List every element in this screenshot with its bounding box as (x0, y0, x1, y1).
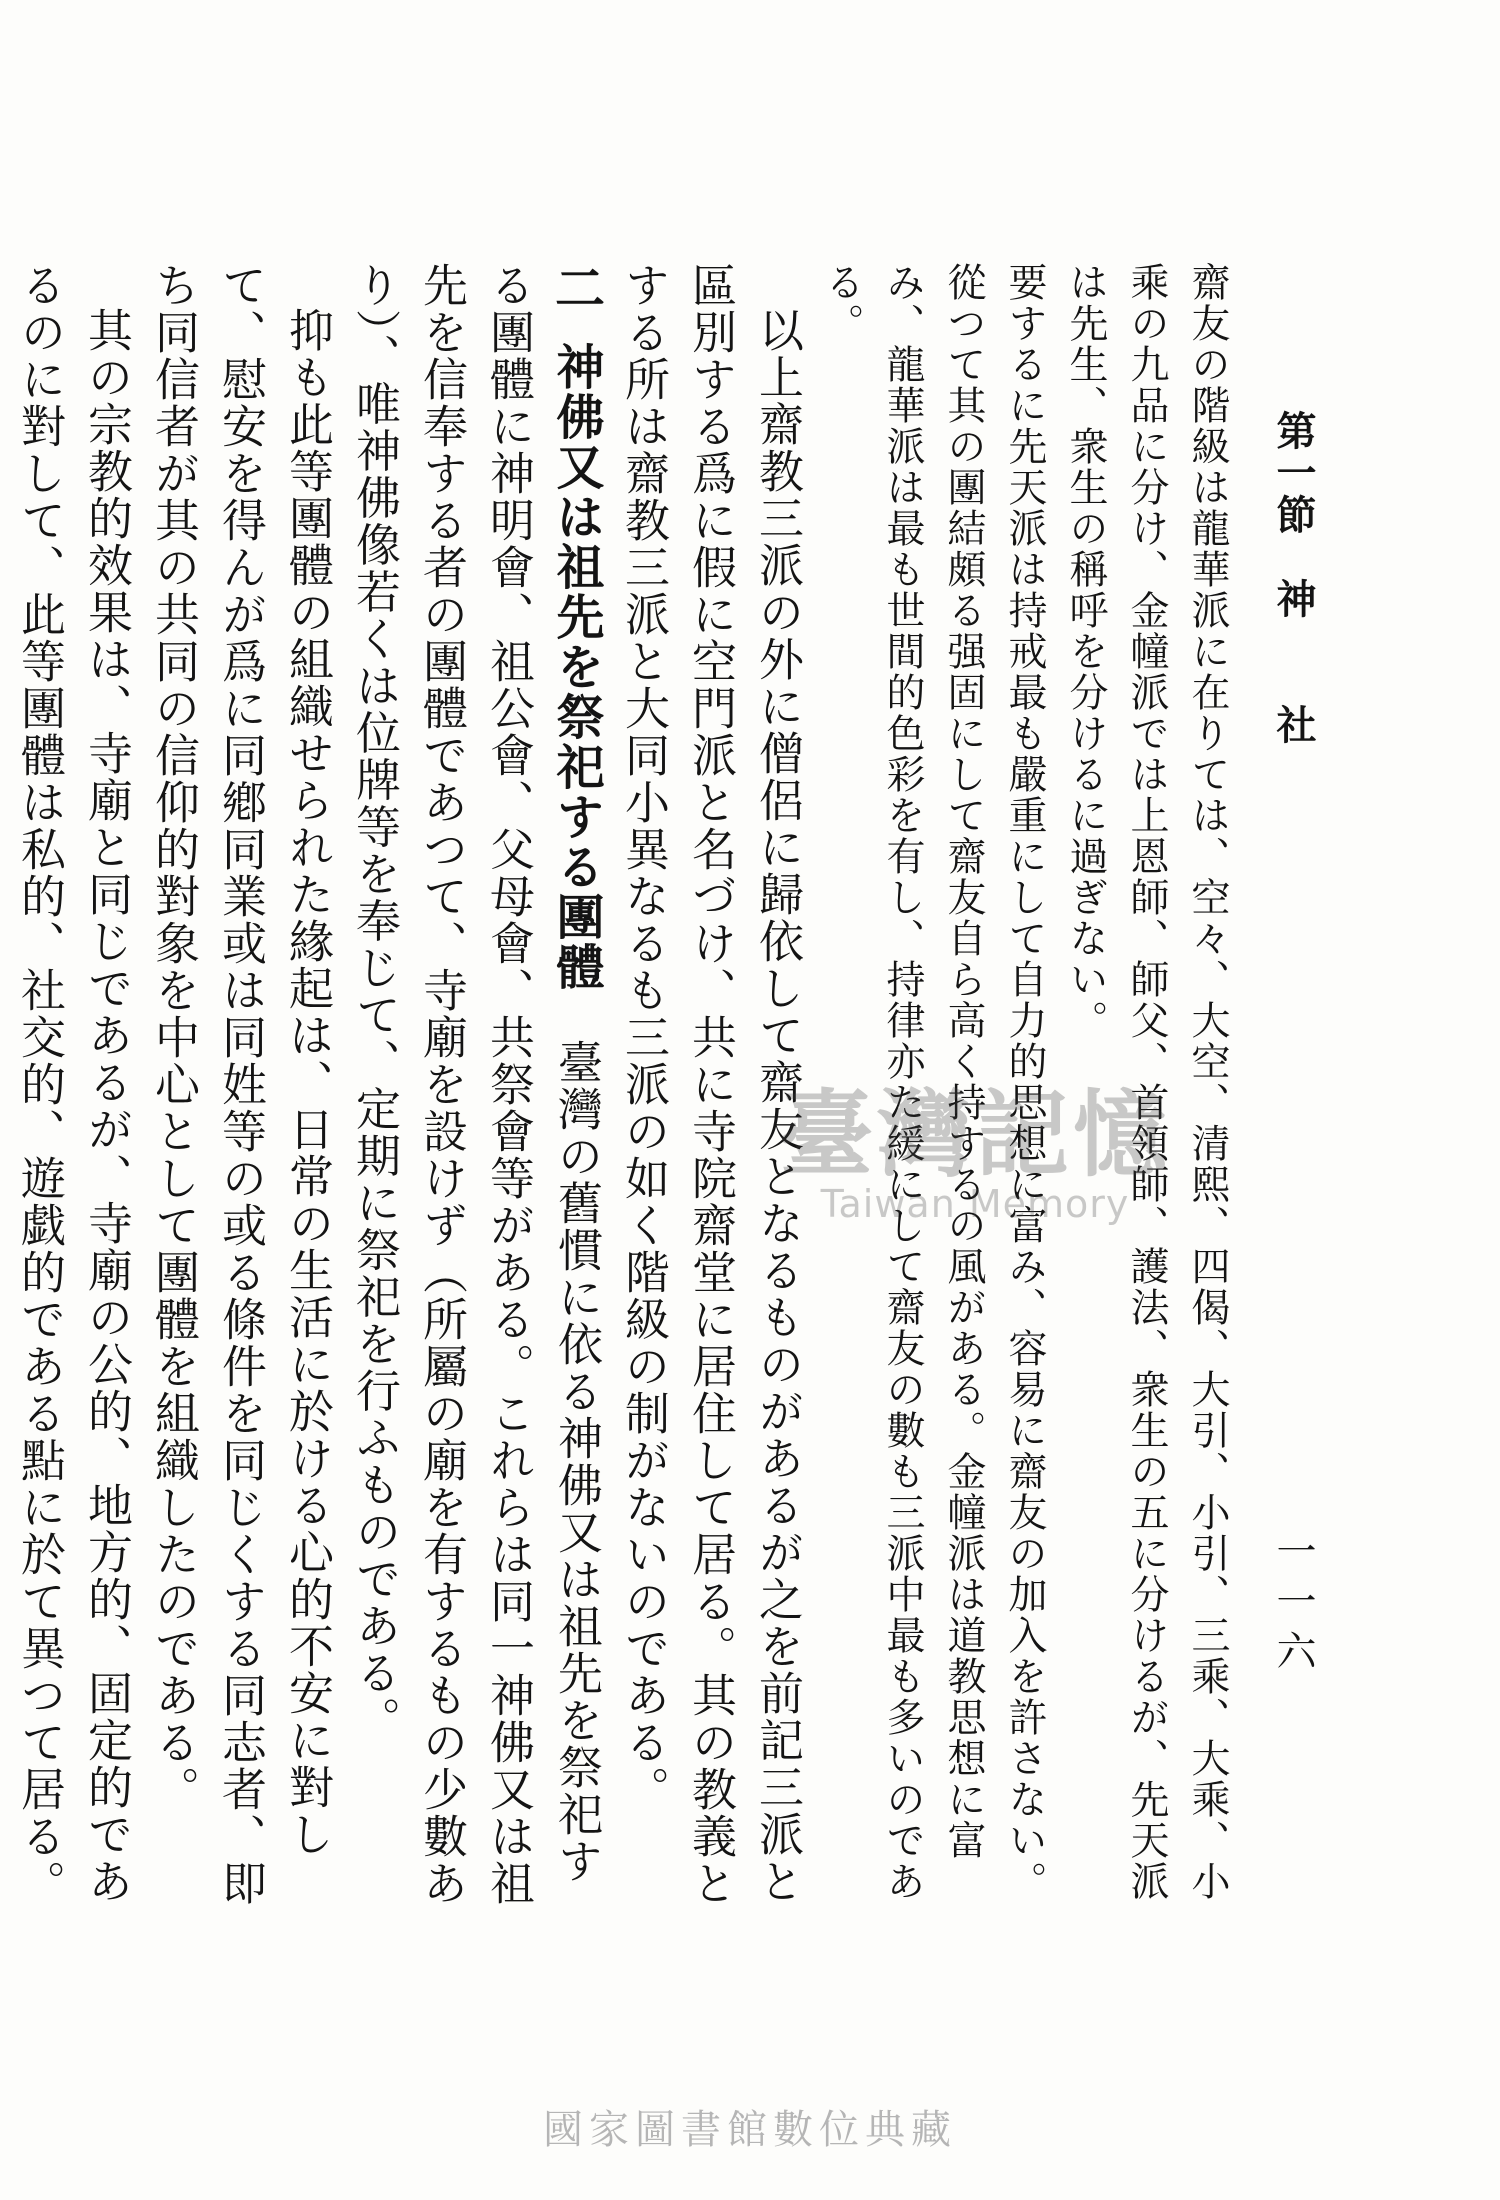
section-title: 神佛又は祖先を祭祀する團體 (548, 342, 604, 992)
section-text: 臺灣の舊慣に依る神佛又は祖先を祭祀する團體に神明會、祖公會、父母會、共祭會等がある。これらは同一神佛又は祖先を信奉する者の團體であつて、寺廟を設けず（所屬の廟を有するもの少數あり）、唯神佛像若くは位牌等を奉じて、定期に祭祀を行ふものである。 (348, 262, 603, 1907)
paragraph-2: 要するに先天派は持戒最も嚴重にして自力的思想に富み、容易に齋友の加入を許さない。從つて其の團結頗る强固にして齋友自ら高く持するの風がある。金幢派は道教思想に富み、龍華派は最も世間的色彩を有し、持律亦た緩にして齋友の數も三派中最も多いのである。 (819, 262, 1047, 1902)
paragraph-4: 抑も此等團體の組織せられた緣起は、日常の生活に於ける心的不安に對して、慰安を得んが爲に同鄕同業或は同姓等の或る條件を同じくする同志者、即ち同信者が其の共同の信仰的對象を中心として團體を組織したのである。 (147, 262, 334, 1907)
watermark-subtext: Taiwan Memory (820, 1182, 1130, 1226)
page-number: 一一六 (1270, 1530, 1316, 1680)
section-number: 二 (547, 262, 606, 314)
footer-credit: 國家圖書館數位典藏 (543, 2107, 957, 2153)
running-header-title: 第一節 神 社 (1270, 410, 1317, 746)
paragraph-5: 其の宗教的效果は、寺廟と同じであるが、寺廟の公的、地方的、固定的であるのに對して、此等團體は私的、社交的、遊戯的である點に於て異つて居る。 (13, 262, 133, 1907)
body-text (13, 262, 1238, 1922)
paragraph-1: 齋友の階級は龍華派に在りては、空々、大空、清熙、四偈、大引、小引、三乘、大乘、小乘の九品に分け、金幢派では上恩師、師父、首領師、護法、衆生の五に分けるが、先天派は先生、衆生の稱呼を分けるに過ぎない。 (1063, 262, 1230, 1902)
section-paragraph (341, 262, 610, 1922)
watermark-logo-text: 臺灣記憶 (778, 1080, 1171, 1190)
paragraph-3: 以上齋教三派の外に僧侶に歸依して齋友となるものがあるが之を前記三派と區別する爲に假に空門派と名づけ、共に寺院齋堂に居住して居る。其の教義とする所は齋教三派と大同小異なるも三派の如く階級の制がないのである。 (617, 262, 804, 1907)
